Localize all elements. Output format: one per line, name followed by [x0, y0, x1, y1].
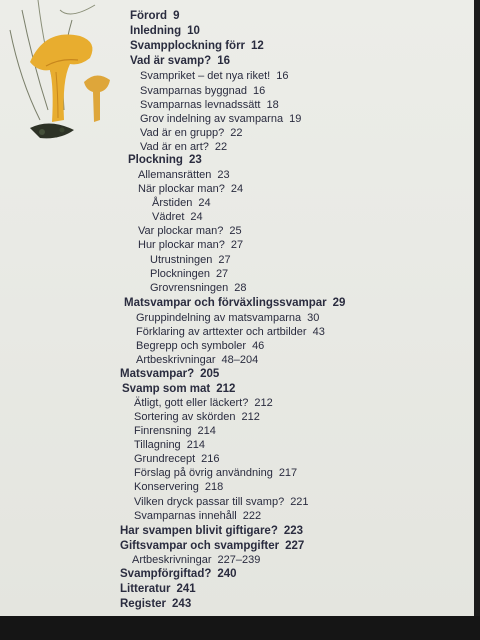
toc-entry-title: Allemansrätten — [138, 169, 212, 181]
toc-entry — [138, 183, 243, 196]
toc-entry-title: Var plockar man? — [138, 225, 224, 237]
toc-entry — [140, 85, 265, 98]
toc-entry-page-number: 212 — [241, 411, 260, 423]
toc-entry-title: Inledning — [130, 25, 182, 37]
toc-entry-page-number: 27 — [230, 239, 244, 251]
toc-entry-page-number: 240 — [217, 568, 237, 580]
toc-entry — [152, 197, 211, 210]
toc-entry-title: Artbeskrivningar — [136, 354, 216, 366]
toc-entry-page-number: 212 — [216, 383, 236, 395]
toc-entry-title: Svamparnas levnadssätt — [140, 99, 261, 111]
toc-entry-title: Matsvampar? — [120, 368, 195, 380]
toc-entry — [138, 169, 230, 182]
toc-entry — [134, 453, 220, 466]
toc-entry — [134, 481, 223, 494]
toc-entry — [122, 383, 235, 396]
toc-entry-page-number: 214 — [197, 425, 216, 437]
toc-entry-title: Grov indelning av svamparna — [140, 113, 284, 125]
toc-entry — [130, 10, 179, 23]
toc-entry — [140, 113, 301, 126]
toc-entry-title: Svamparnas byggnad — [140, 85, 248, 97]
toc-entry — [120, 598, 191, 611]
toc-entry — [150, 254, 231, 267]
toc-entry-title: Begrepp och symboler — [136, 340, 247, 352]
toc-entry — [134, 510, 261, 523]
toc-entry-title: Finrensning — [134, 425, 192, 437]
toc-entry-title: När plockar man? — [138, 183, 225, 195]
toc-entry-page-number: 10 — [187, 25, 200, 37]
toc-entry-title: Hur plockar man? — [138, 239, 225, 251]
toc-entry-page-number: 227 — [285, 540, 305, 552]
toc-entry — [130, 55, 230, 68]
toc-entry — [138, 225, 242, 238]
toc-entry — [136, 354, 258, 367]
toc-entry-page-number: 223 — [283, 525, 304, 537]
toc-entry — [136, 340, 264, 353]
toc-entry-title: Vad är en grupp? — [140, 127, 225, 139]
toc-entry-title: Svampförgiftad? — [120, 568, 212, 580]
toc-entry-page-number: 227–239 — [217, 554, 261, 566]
toc-entry-page-number: 43 — [312, 326, 325, 338]
toc-entry — [132, 554, 260, 567]
toc-entry-title: Svampplockning förr — [130, 40, 246, 52]
toc-entry-title: Förslag på övrig användning — [134, 467, 273, 479]
toc-entry-page-number: 27 — [218, 254, 231, 266]
toc-entry-page-number: 29 — [332, 297, 346, 309]
toc-entry-page-number: 16 — [276, 70, 289, 82]
toc-entry-page-number: 27 — [215, 268, 229, 280]
toc-entry-title: Artbeskrivningar — [132, 554, 212, 566]
toc-entry-page-number: 24 — [198, 197, 211, 209]
toc-entry — [134, 425, 216, 438]
toc-entry — [136, 312, 319, 325]
toc-entry — [128, 154, 202, 167]
toc-entry-title: Litteratur — [120, 583, 171, 595]
toc-entry — [152, 211, 203, 224]
toc-entry-page-number: 24 — [230, 183, 244, 195]
toc-entry — [138, 239, 243, 252]
toc-entry-page-number: 212 — [254, 397, 273, 409]
toc-entry-title: Grovrensningen — [150, 282, 229, 294]
toc-entry-title: Förklaring av arttexter och artbilder — [136, 326, 307, 338]
toc-entry — [130, 25, 200, 38]
toc-entry-page-number: 221 — [290, 496, 309, 508]
toc-entry — [120, 540, 304, 553]
toc-entry-title: Har svampen blivit giftigare? — [120, 525, 278, 537]
toc-entry-title: Sortering av skörden — [134, 411, 236, 423]
toc-entry-title: Svamparnas innehåll — [134, 510, 237, 522]
toc-entry-title: Plockningen — [150, 268, 210, 280]
toc-entry-title: Svamp som mat — [122, 383, 211, 395]
toc-entry — [140, 127, 242, 140]
toc-entry — [134, 439, 205, 452]
toc-entry-title: Konservering — [134, 481, 199, 493]
toc-entry — [134, 397, 273, 410]
toc-entry-title: Förord — [130, 10, 168, 22]
toc-entry-title: Plockning — [128, 154, 183, 166]
toc-entry — [120, 368, 219, 381]
toc-entry-page-number: 9 — [173, 10, 180, 22]
toc-entry-title: Vad är svamp? — [130, 55, 212, 67]
toc-entry-title: Svampriket – det nya riket! — [140, 70, 271, 82]
toc-entry-page-number: 222 — [242, 510, 262, 522]
toc-entry-page-number: 12 — [251, 40, 264, 52]
toc-entry-page-number: 25 — [229, 225, 242, 237]
toc-entry — [134, 496, 309, 509]
toc-entry — [120, 568, 237, 581]
toc-entry — [150, 268, 228, 281]
toc-entry-title: Matsvampar och förväxlingssvampar — [124, 297, 327, 309]
toc-entry-page-number: 241 — [176, 583, 196, 595]
toc-entry — [140, 141, 227, 154]
toc-entry-title: Giftsvampar och svampgifter — [120, 540, 280, 552]
toc-entry-page-number: 214 — [186, 439, 206, 451]
toc-entry-page-number: 16 — [217, 55, 230, 67]
toc-entry — [130, 40, 264, 53]
toc-entry-page-number: 19 — [289, 113, 302, 125]
toc-entry-page-number: 23 — [217, 169, 230, 181]
toc-entry — [136, 326, 325, 339]
toc-entry-page-number: 243 — [172, 598, 192, 610]
toc-entry-title: Utrustningen — [150, 254, 213, 266]
toc-entry-page-number: 216 — [201, 453, 220, 465]
toc-entry-page-number: 28 — [234, 282, 247, 294]
toc-entry-title: Vilken dryck passar till svamp? — [134, 496, 285, 508]
toc-entry — [140, 70, 288, 83]
toc-entry-title: Vad är en art? — [140, 141, 209, 153]
toc-entry-page-number: 24 — [190, 211, 203, 223]
toc-entry-page-number: 22 — [230, 127, 243, 139]
toc-entry — [124, 297, 345, 310]
toc-entry — [140, 99, 279, 112]
toc-entry-title: Årstiden — [152, 197, 193, 209]
toc-entry — [134, 411, 260, 424]
toc-entry — [150, 282, 247, 295]
toc-entry — [120, 525, 303, 538]
toc-entry-page-number: 16 — [253, 85, 266, 97]
toc-entry — [134, 467, 297, 480]
toc-entry-page-number: 18 — [266, 99, 279, 111]
toc-entry-title: Vädret — [152, 211, 185, 223]
toc-entry-title: Tillagning — [134, 439, 181, 451]
page-edge-shadow — [0, 616, 480, 640]
toc-entry-page-number: 23 — [188, 154, 202, 166]
toc-entry-title: Grundrecept — [134, 453, 196, 465]
toc-entry-page-number: 218 — [204, 481, 224, 493]
toc-entry-page-number: 22 — [214, 141, 228, 153]
toc-entry-title: Register — [120, 598, 167, 610]
toc-entry-title: Gruppindelning av matsvamparna — [136, 312, 302, 324]
toc-entry — [120, 583, 196, 596]
toc-entry-page-number: 30 — [307, 312, 320, 324]
toc-entry-page-number: 217 — [278, 467, 298, 479]
toc-entry-page-number: 48–204 — [221, 354, 259, 366]
toc-entry-page-number: 205 — [200, 368, 220, 380]
toc-entry-title: Ätligt, gott eller läckert? — [134, 397, 249, 409]
toc-entry-page-number: 46 — [252, 340, 265, 352]
